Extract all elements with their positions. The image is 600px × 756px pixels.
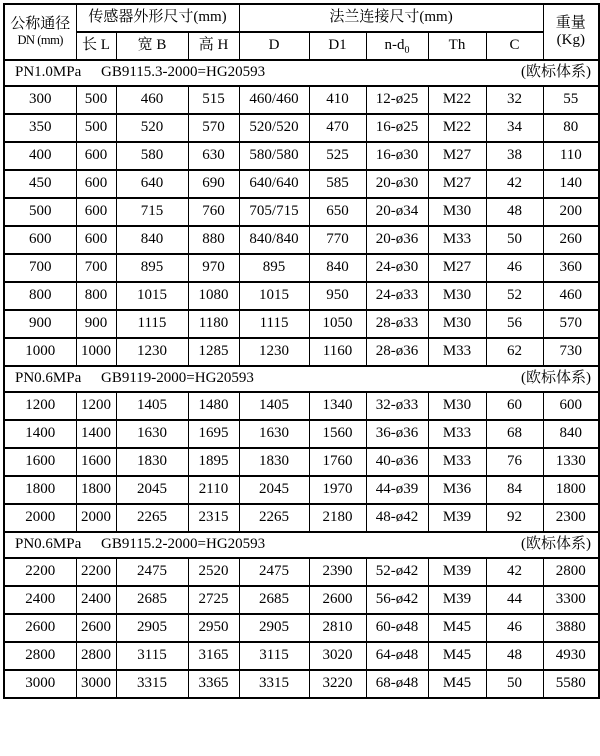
header-d1: D1 [309,32,366,60]
section-pressure-label: PN0.6MPa [15,370,82,387]
table-cell: 48 [486,642,543,670]
table-cell: 2685 [116,586,188,614]
table-cell: 1340 [309,392,366,420]
table-cell: 580/580 [239,142,309,170]
table-cell: 1600 [76,448,116,476]
table-cell: 84 [486,476,543,504]
table-cell: 2905 [239,614,309,642]
header-d: D [239,32,309,60]
table-cell: 52-ø42 [366,558,428,586]
table-cell: 410 [309,86,366,114]
table-cell: 600 [76,142,116,170]
table-cell: 3020 [309,642,366,670]
table-cell: 20-ø34 [366,198,428,226]
table-cell: 1760 [309,448,366,476]
table-cell: 80 [543,114,599,142]
table-cell: 2265 [116,504,188,532]
table-cell: 3880 [543,614,599,642]
table-cell: 28-ø36 [366,338,428,366]
table-cell: 770 [309,226,366,254]
header-weight [543,4,599,60]
table-cell: 16-ø25 [366,114,428,142]
table-cell: 570 [188,114,239,142]
section-standard-label: GB9119-2000=HG20593 [101,370,254,387]
table-cell: 2600 [309,586,366,614]
table-cell: M30 [428,392,486,420]
table-cell: 760 [188,198,239,226]
table-row [4,226,599,254]
table-cell: 1830 [116,448,188,476]
table-row [4,448,599,476]
table-cell: 1115 [116,310,188,338]
table-cell: 300 [4,86,76,114]
table-cell: 1830 [239,448,309,476]
table-cell: 2265 [239,504,309,532]
table-cell: 2045 [239,476,309,504]
table-cell: 895 [116,254,188,282]
table-cell: 60 [486,392,543,420]
table-row [4,420,599,448]
table-cell: 68-ø48 [366,670,428,698]
table-cell: 1895 [188,448,239,476]
table-cell: 1405 [116,392,188,420]
table-cell: 64-ø48 [366,642,428,670]
table-row [4,642,599,670]
table-cell: 1400 [4,420,76,448]
table-cell: 42 [486,170,543,198]
header-n-d0-subscript: 0 [404,45,410,57]
section-pressure-label: PN1.0MPa [15,64,82,81]
table-cell: 730 [543,338,599,366]
table-cell: 40-ø36 [366,448,428,476]
table-cell: 2475 [116,558,188,586]
table-cell: 44 [486,586,543,614]
section-note-label: (欧标体系) [521,370,592,387]
table-cell: 900 [4,310,76,338]
table-cell: 600 [543,392,599,420]
table-cell: 600 [4,226,76,254]
table-cell: 570 [543,310,599,338]
table-row [4,504,599,532]
table-cell: 460 [116,86,188,114]
table-cell: 800 [4,282,76,310]
table-row [4,670,599,698]
table-cell: 3220 [309,670,366,698]
table-cell: 950 [309,282,366,310]
table-cell: 2800 [76,642,116,670]
table-row [4,614,599,642]
table-cell: M30 [428,310,486,338]
table-cell: M22 [428,86,486,114]
table-cell: 1230 [116,338,188,366]
table-cell: 1630 [239,420,309,448]
table-row [4,254,599,282]
table-cell: 1160 [309,338,366,366]
table-cell: 1480 [188,392,239,420]
table-cell: M27 [428,142,486,170]
table-cell: 970 [188,254,239,282]
table-cell: 2600 [76,614,116,642]
table-cell: 520 [116,114,188,142]
table-cell: M30 [428,198,486,226]
table-cell: 48 [486,198,543,226]
table-cell: 525 [309,142,366,170]
table-cell: 2800 [543,558,599,586]
table-cell: M27 [428,170,486,198]
table-cell: 2400 [76,586,116,614]
table-cell: 2905 [116,614,188,642]
table-cell: 55 [543,86,599,114]
table-cell: 3165 [188,642,239,670]
table-cell: 840/840 [239,226,309,254]
table-cell: 2300 [543,504,599,532]
table-cell: 2000 [76,504,116,532]
section-content [5,536,598,553]
table-cell: 1600 [4,448,76,476]
table-cell: M45 [428,670,486,698]
table-cell: 1050 [309,310,366,338]
table-cell: M39 [428,504,486,532]
table-cell: 1200 [4,392,76,420]
table-cell: 1330 [543,448,599,476]
table-cell: 2315 [188,504,239,532]
section-row [4,366,599,392]
table-cell: 400 [4,142,76,170]
table-cell: 2685 [239,586,309,614]
table-row [4,338,599,366]
header-sensor-dimensions-group: 传感器外形尺寸(mm) [76,4,239,32]
table-cell: 580 [116,142,188,170]
table-cell: 600 [76,226,116,254]
table-cell: 1285 [188,338,239,366]
section-content [5,370,598,387]
header-n-d0-text: n-d [384,37,405,54]
table-cell: 690 [188,170,239,198]
dimension-spec-table [3,3,600,699]
table-cell: 705/715 [239,198,309,226]
table-cell: 1200 [76,392,116,420]
table-row [4,310,599,338]
table-cell: 46 [486,254,543,282]
table-cell: 350 [4,114,76,142]
table-cell: 24-ø33 [366,282,428,310]
table-cell: 3300 [543,586,599,614]
table-cell: 2110 [188,476,239,504]
table-cell: 1400 [76,420,116,448]
table-cell: 2810 [309,614,366,642]
section-note-label: (欧标体系) [521,536,592,553]
table-cell: 1800 [76,476,116,504]
table-cell: 650 [309,198,366,226]
table-cell: 2520 [188,558,239,586]
table-cell: 2400 [4,586,76,614]
table-cell: 52 [486,282,543,310]
header-flange-connection-group: 法兰连接尺寸(mm) [239,4,543,32]
table-cell: 700 [76,254,116,282]
table-cell: 1000 [76,338,116,366]
table-cell: 1115 [239,310,309,338]
section-cell [4,366,599,392]
section-row [4,60,599,86]
table-cell: 1080 [188,282,239,310]
table-cell: 2725 [188,586,239,614]
table-cell: 3365 [188,670,239,698]
table-cell: 110 [543,142,599,170]
table-cell: M30 [428,282,486,310]
table-cell: 470 [309,114,366,142]
table-cell: 56-ø42 [366,586,428,614]
table-cell: 1015 [116,282,188,310]
table-cell: M33 [428,448,486,476]
table-cell: 56 [486,310,543,338]
table-cell: 68 [486,420,543,448]
table-cell: 38 [486,142,543,170]
table-cell: 450 [4,170,76,198]
table-cell: 1230 [239,338,309,366]
table-cell: 44-ø39 [366,476,428,504]
header-row-subcolumns [4,32,599,60]
table-cell: 500 [76,114,116,142]
table-cell: 28-ø33 [366,310,428,338]
header-dn-line2: DN (mm) [17,33,63,48]
table-cell: 2600 [4,614,76,642]
table-cell: 60-ø48 [366,614,428,642]
table-cell: 800 [76,282,116,310]
table-cell: 3000 [76,670,116,698]
table-cell: 600 [76,170,116,198]
table-cell: 1970 [309,476,366,504]
table-cell: 715 [116,198,188,226]
table-cell: 585 [309,170,366,198]
table-cell: 16-ø30 [366,142,428,170]
table-cell: 840 [116,226,188,254]
table-cell: M39 [428,586,486,614]
table-cell: M36 [428,476,486,504]
table-cell: 200 [543,198,599,226]
header-th: Th [428,32,486,60]
table-cell: 2200 [4,558,76,586]
table-cell: 1405 [239,392,309,420]
table-cell: 50 [486,670,543,698]
table-cell: 12-ø25 [366,86,428,114]
table-cell: 32-ø33 [366,392,428,420]
table-cell: 460 [543,282,599,310]
table-cell: 1560 [309,420,366,448]
header-n-d0 [366,32,428,60]
table-cell: 34 [486,114,543,142]
table-cell: 24-ø30 [366,254,428,282]
table-cell: 1695 [188,420,239,448]
table-header [4,4,599,60]
header-width-b: 宽 B [116,32,188,60]
table-cell: 1000 [4,338,76,366]
table-cell: 4930 [543,642,599,670]
table-cell: 2180 [309,504,366,532]
table-cell: 36-ø36 [366,420,428,448]
table-cell: 2475 [239,558,309,586]
table-cell: 640/640 [239,170,309,198]
table-cell: 1800 [4,476,76,504]
table-cell: 260 [543,226,599,254]
table-cell: 2950 [188,614,239,642]
table-row [4,86,599,114]
header-c: C [486,32,543,60]
table-cell: 2200 [76,558,116,586]
table-cell: 5580 [543,670,599,698]
table-cell: 3115 [116,642,188,670]
table-row [4,114,599,142]
table-cell: 50 [486,226,543,254]
table-cell: 630 [188,142,239,170]
table-cell: 92 [486,504,543,532]
header-weight-line1: 重量 [555,14,586,31]
table-cell: M27 [428,254,486,282]
table-cell: M33 [428,338,486,366]
table-cell: M45 [428,642,486,670]
table-cell: 1180 [188,310,239,338]
table-cell: 515 [188,86,239,114]
table-cell: 2800 [4,642,76,670]
table-cell: 1015 [239,282,309,310]
table-cell: 1800 [543,476,599,504]
table-row [4,142,599,170]
table-cell: 500 [4,198,76,226]
table-cell: M33 [428,226,486,254]
table-cell: 20-ø36 [366,226,428,254]
table-row [4,198,599,226]
table-cell: M45 [428,614,486,642]
table-cell: 42 [486,558,543,586]
table-cell: 3315 [116,670,188,698]
table-cell: 76 [486,448,543,476]
table-cell: 520/520 [239,114,309,142]
table-cell: 880 [188,226,239,254]
header-weight-line2: (Kg) [556,32,585,48]
table-row [4,392,599,420]
table-cell: M22 [428,114,486,142]
header-nominal-diameter [4,4,76,60]
table-cell: 840 [309,254,366,282]
table-cell: 840 [543,420,599,448]
table-row [4,476,599,504]
table-cell: 900 [76,310,116,338]
table-cell: 20-ø30 [366,170,428,198]
section-pressure-label: PN0.6MPa [15,536,82,553]
table-cell: 3000 [4,670,76,698]
header-height-h: 高 H [188,32,239,60]
table-body [4,60,599,698]
section-cell [4,532,599,558]
table-row [4,282,599,310]
table-cell: 500 [76,86,116,114]
table-row [4,586,599,614]
table-cell: 1630 [116,420,188,448]
table-cell: 2000 [4,504,76,532]
table-cell: 2045 [116,476,188,504]
table-cell: 3115 [239,642,309,670]
header-length-l: 长 L [76,32,116,60]
table-cell: 140 [543,170,599,198]
section-content [5,64,598,81]
table-cell: 46 [486,614,543,642]
table-cell: 32 [486,86,543,114]
table-cell: 600 [76,198,116,226]
table-cell: 360 [543,254,599,282]
table-cell: M39 [428,558,486,586]
section-cell [4,60,599,86]
section-note-label: (欧标体系) [521,64,592,81]
table-cell: M33 [428,420,486,448]
table-row [4,558,599,586]
table-cell: 2390 [309,558,366,586]
table-cell: 62 [486,338,543,366]
table-cell: 640 [116,170,188,198]
section-standard-label: GB9115.3-2000=HG20593 [101,64,266,81]
table-row [4,170,599,198]
table-cell: 3315 [239,670,309,698]
table-cell: 460/460 [239,86,309,114]
table-cell: 700 [4,254,76,282]
header-row-groups [4,4,599,32]
section-standard-label: GB9115.2-2000=HG20593 [101,536,266,553]
header-dn-line1: 公称通径 [10,16,71,33]
table-cell: 48-ø42 [366,504,428,532]
section-row [4,532,599,558]
table-cell: 895 [239,254,309,282]
